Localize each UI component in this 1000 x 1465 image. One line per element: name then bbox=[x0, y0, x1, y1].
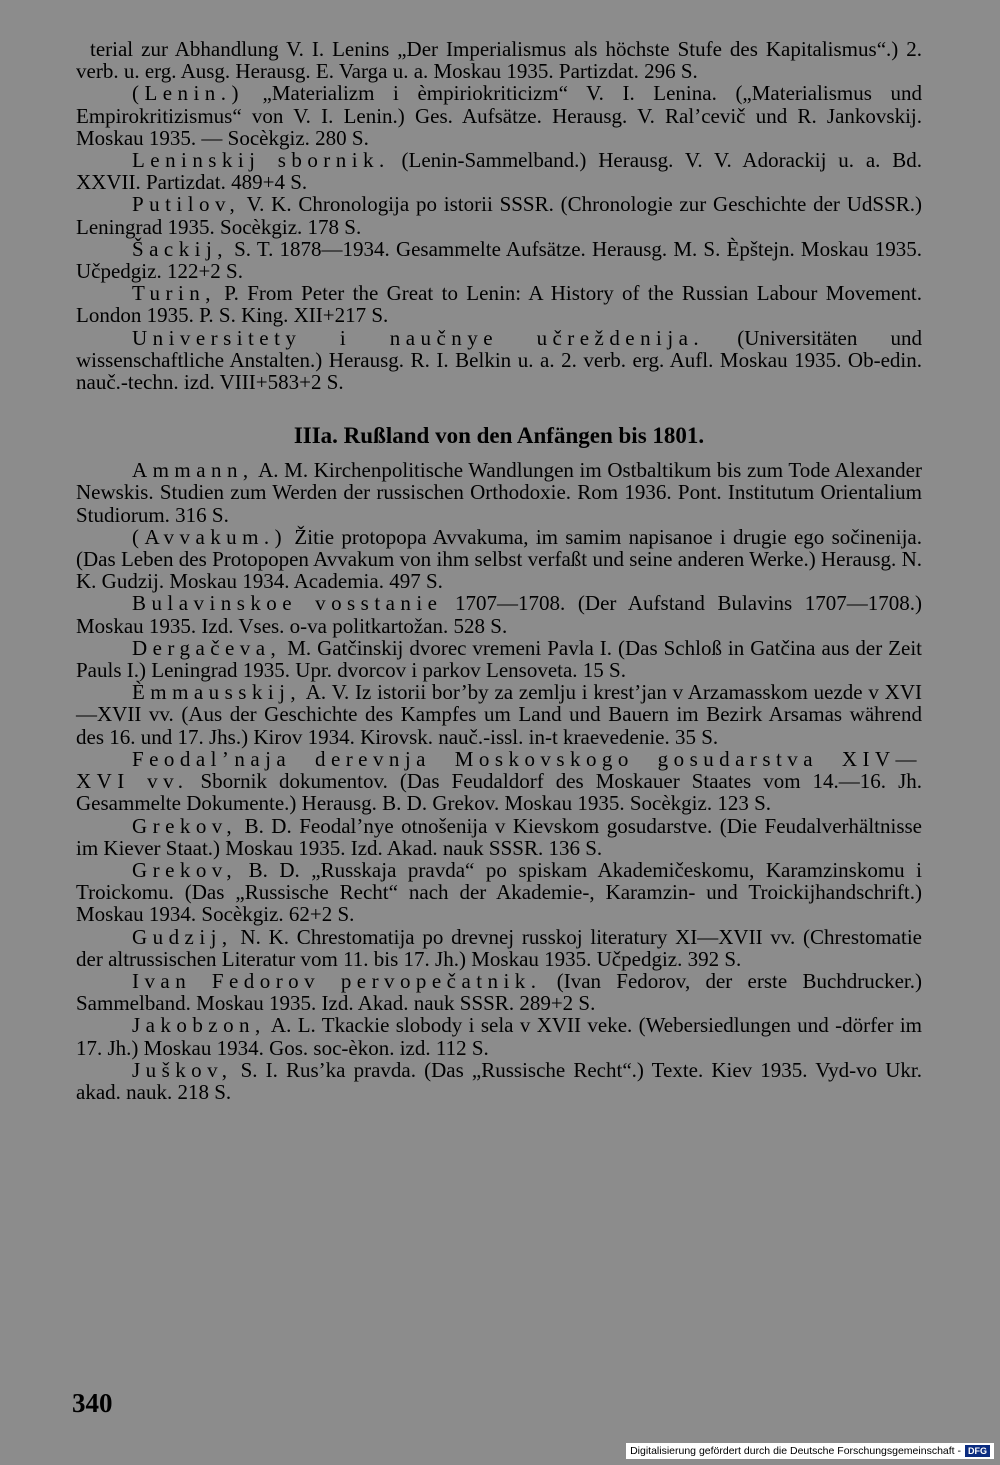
entry-author: Leninskij sbornik. bbox=[132, 148, 390, 173]
entry-text: A. M. Kirchenpolitische Wandlungen im Ostbaltikum bis zum Tode Alexander Newskis. Studien zum Werden der russischen Orthodoxie. Rom 1936. Pont. Institutum Orientalium Studiorum. 316 S. bbox=[76, 458, 922, 527]
entry-text: A. V. Iz istorii bor’by za zemlju i krest’jan v Arzamasskom uezde v XVI—XVII vv. (Aus der Geschichte des Kampfes um Land und Bauern im Bezirk Arsamas während des 16. und 17. Jhs.) Kirov 1934. Kirovsk. nauč.-issl. in-t kraevedenie. 35 S. bbox=[76, 680, 922, 749]
entry-author: Turin, bbox=[132, 281, 216, 306]
document-page bbox=[76, 38, 922, 1103]
bibliography-entry bbox=[76, 592, 922, 636]
entry-text: terial zur Abhandlung V. I. Lenins „Der Imperialismus als höchste Stufe des Kapitalismus“.) 2. verb. u. erg. Ausg. Herausg. E. Varga u. a. Moskau 1935. Partizdat. 296 S. bbox=[76, 37, 922, 84]
bibliography-entry bbox=[76, 926, 922, 970]
entry-author: Èmmausskij, bbox=[132, 680, 302, 705]
entry-author: (Lenin.) bbox=[132, 81, 244, 106]
bibliography-entry bbox=[76, 38, 922, 82]
entry-author: Ammann, bbox=[132, 458, 254, 483]
entry-text: Žitie protopopa Avvakuma, im samim napisanoe i drugie ego sočinenija. (Das Leben des Protopopen Avvakum von ihm selbst verfaßt und seine anderen Werke.) Herausg. N. K. Gudzij. Moskau 1934. Academia. 497 S. bbox=[76, 524, 922, 594]
entry-author: Bulavinskoe vosstanie bbox=[132, 591, 443, 616]
bibliography-entry bbox=[76, 282, 922, 326]
entry-text: P. From Peter the Great to Lenin: A History of the Russian Labour Movement. London 1935. P. S. King. XII+217 S. bbox=[76, 281, 922, 328]
entry-author: Grekov, bbox=[132, 857, 238, 882]
bibliography-entry bbox=[76, 459, 922, 526]
bibliography-entry bbox=[76, 815, 922, 859]
entry-text: V. K. Chronologija po istorii SSSR. (Chronologie zur Geschichte der UdSSR.) Leningrad 1935. Socèkgiz. 178 S. bbox=[76, 192, 922, 239]
entry-author: Grekov, bbox=[132, 813, 238, 838]
entry-author: Juškov, bbox=[132, 1057, 233, 1082]
entry-text: 1707—1708. (Der Aufstand Bulavins 1707—1708.) Moskau 1935. Izd. Vses. o-va politkartožan. 528 S. bbox=[76, 591, 922, 638]
entry-text: Sbornik dokumentov. (Das Feudaldorf des Moskauer Staates vom 14.—16. Jh. Gesammelte Dokumente.) Herausg. B. D. Grekov. Moskau 1935. Socèkgiz. 123 S. bbox=[76, 769, 922, 816]
entry-author: Jakobzon, bbox=[132, 1013, 266, 1038]
entry-text: S. I. Rus’ka pravda. (Das „Russische Recht“.) Texte. Kiev 1935. Vyd-vo Ukr. akad. nauk. 218 S. bbox=[76, 1057, 922, 1104]
bibliography-entry bbox=[76, 970, 922, 1014]
bibliography-entry bbox=[76, 149, 922, 193]
entry-text: (Universitäten und wissenschaftliche Anstalten.) Herausg. R. I. Belkin u. a. 2. verb. erg. Aufl. Moskau 1935. Ob-edin. nauč.-techn. izd. VIII+583+2 S. bbox=[76, 325, 922, 395]
entry-text: M. Gatčinskij dvorec vremeni Pavla I. (Das Schloß in Gatčina aus der Zeit Pauls I.) Leningrad 1935. Upr. dvorcov i parkov Lensoveta. 15 S. bbox=[76, 635, 922, 683]
entry-text: B. D. Feodal’nye otnošenija v Kievskom gosudarstve. (Die Feudalverhältnisse im Kiever Staat.) Moskau 1935. Izd. Akad. nauk SSSR. 136 S. bbox=[76, 813, 922, 860]
section-heading: IIIa. Rußland von den Anfängen bis 1801. bbox=[293, 423, 705, 449]
entry-text: A. L. Tkackie slobody i sela v XVII veke. (Webersiedlungen und -dörfer im 17. Jh.) Moskau 1934. Gos. soc-èkon. izd. 112 S. bbox=[76, 1013, 922, 1060]
bibliography-entry bbox=[76, 859, 922, 926]
entry-author: Putilov, bbox=[132, 192, 241, 217]
bibliography-entry bbox=[76, 1059, 922, 1103]
entry-author: Gudzij, bbox=[132, 924, 233, 949]
entry-author: Feodal’naja derevnja Moskovskogo gosudarstva XIV—XVI vv. bbox=[76, 746, 922, 794]
entry-author: Šackij, bbox=[132, 236, 228, 261]
bibliography-entry bbox=[76, 82, 922, 149]
bibliography-entry bbox=[76, 327, 922, 394]
bibliography-entry bbox=[76, 681, 922, 748]
entry-text: B. D. „Russkaja pravda“ po spiskam Akademičeskomu, Karamzinskomu i Troickomu. (Das „Russische Recht“ nach der Akademie-, Karamzin- und Troickijhandschrift.) Moskau 1934. Socèkgiz. 62+2 S. bbox=[76, 857, 922, 927]
bibliography-entry bbox=[76, 238, 922, 282]
bibliography-list-top bbox=[76, 38, 922, 393]
entry-text: S. T. 1878—1934. Gesammelte Aufsätze. Herausg. M. S. Èpštejn. Moskau 1935. Učpedgiz. 122+2 S. bbox=[76, 236, 922, 284]
entry-author: (Avvakum.) bbox=[132, 524, 288, 549]
entry-text: „Materializm i èmpiriokriticizm“ V. I. Lenina. („Materialismus und Empirokritizismus“ von V. I. Lenin.) Ges. Aufsätze. Herausg. V. Ral’cevič und R. Jankovskij. Moskau 1935. — Socèkgiz. 280 S. bbox=[76, 81, 922, 150]
footer-credit bbox=[626, 1443, 994, 1459]
bibliography-entry bbox=[76, 637, 922, 681]
bibliography-list-section bbox=[76, 459, 922, 1103]
bibliography-entry bbox=[76, 193, 922, 237]
entry-author: Ivan Fedorov pervopečatnik. bbox=[132, 968, 542, 993]
footer-text: Digitalisierung gefördert durch die Deutsche Forschungsgemeinschaft - bbox=[630, 1445, 961, 1457]
entry-author: Dergačeva, bbox=[132, 635, 282, 660]
page-number: 340 bbox=[72, 1388, 113, 1418]
bibliography-entry bbox=[76, 1014, 922, 1058]
entry-text: (Lenin-Sammelband.) Herausg. V. V. Adorackij u. a. Bd. XXVII. Partizdat. 489+4 S. bbox=[76, 148, 922, 195]
bibliography-entry bbox=[76, 748, 922, 815]
entry-text: (Ivan Fedorov, der erste Buchdrucker.) Sammelband. Moskau 1935. Izd. Akad. nauk SSSR. 289+2 S. bbox=[76, 968, 922, 1016]
entry-text: N. K. Chrestomatija po drevnej russkoj literatury XI—XVII vv. (Chrestomatie der altrussischen Literatur vom 11. bis 17. Jh.) Moskau 1935. Učpedgiz. 392 S. bbox=[76, 924, 922, 971]
bibliography-entry bbox=[76, 526, 922, 593]
dfg-logo-icon: DFG bbox=[965, 1445, 990, 1457]
entry-author: Universitety i naučnye učreždenija. bbox=[132, 325, 705, 350]
